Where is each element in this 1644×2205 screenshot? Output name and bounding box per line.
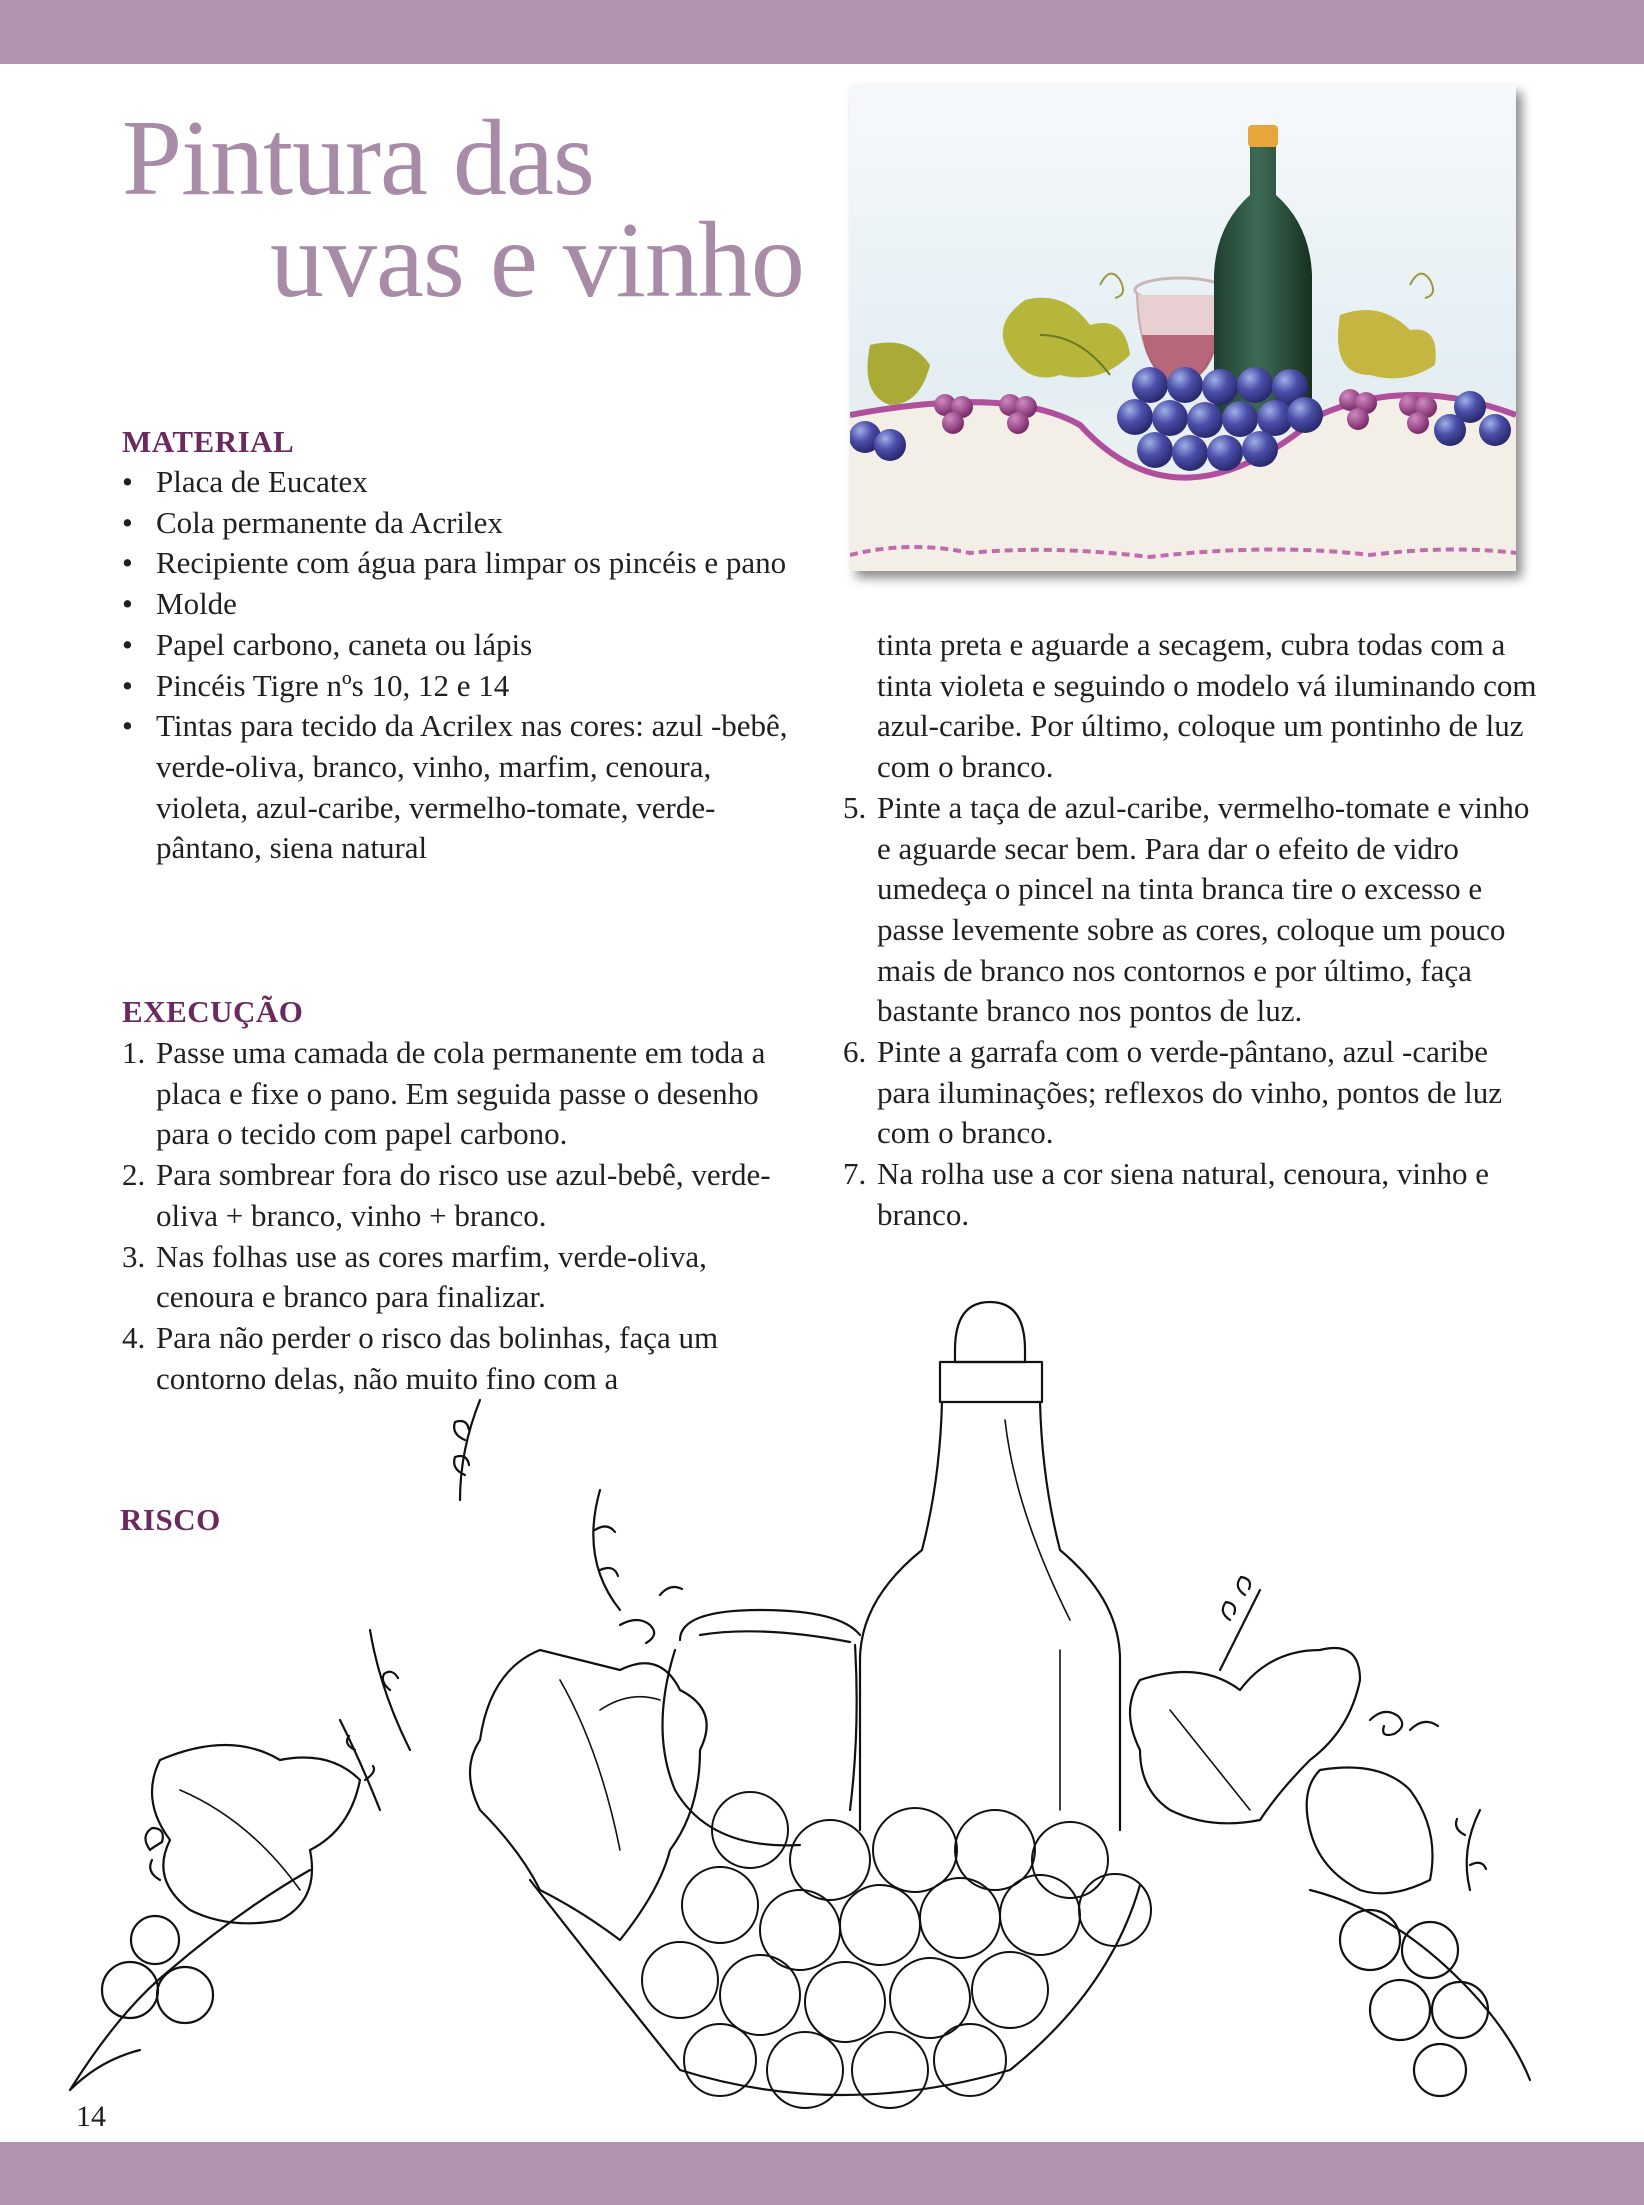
painting-illustration (850, 85, 1516, 571)
execucao-heading: EXECUÇÃO (122, 994, 304, 1029)
title-line-2: uvas e vinho (270, 201, 804, 320)
step-number: 7. (843, 1156, 867, 1192)
grape-cluster (642, 1792, 1151, 2108)
leaf-outline (1307, 1768, 1433, 1894)
material-item: • Cola permanente da Acrilex (122, 503, 802, 544)
material-heading: MATERIAL (122, 424, 295, 459)
title-line-1: Pintura das (122, 99, 594, 218)
step-text: Passe uma camada de cola permanente em toda a placa e fixe o pano. Em seguida passe o desenho para o tecido com papel carbono. (156, 1035, 766, 1152)
step-text: Para não perder o risco das bolinhas, faça um contorno delas, não muito fino com a (156, 1319, 719, 1396)
material-item: • Papel carbono, caneta ou lápis (122, 625, 802, 666)
glass-outline (680, 1610, 860, 1640)
step-text: Nas folhas use as cores marfim, verde-oliva, cenoura e branco para finalizar. (156, 1238, 707, 1315)
material-item: • Recipiente com água para limpar os pincéis e pano (122, 543, 802, 584)
step-text: Para sombrear fora do risco use azul-bebê, verde-oliva + branco, vinho + branco. (156, 1157, 771, 1233)
painting-photo (850, 85, 1516, 571)
bottom-band (0, 2142, 1644, 2205)
pattern-line-drawing (60, 1290, 1580, 2120)
step-number: 2. (122, 1157, 146, 1193)
step-item (843, 788, 1543, 1032)
leaf-outline (152, 1745, 360, 1923)
step-item (122, 1155, 802, 1236)
step-number: 5. (843, 789, 867, 825)
material-item: • Pincéis Tigre nºs 10, 12 e 14 (122, 666, 802, 707)
step-text: Pinte a garrafa com o verde-pântano, azul -caribe para iluminações; reflexos do vinho, pontos de luz com o branco. (877, 1034, 1503, 1151)
step-text: Na rolha use a cor siena natural, cenoura, vinho e branco. (877, 1156, 1489, 1232)
page-number: 14 (76, 2100, 106, 2133)
step-number: 4. (122, 1319, 146, 1355)
leaf-outline (470, 1650, 707, 1940)
step-item (843, 1032, 1543, 1154)
top-band (0, 0, 1644, 64)
leaf-outline (1130, 1648, 1360, 1823)
material-list (122, 462, 802, 869)
step-number: 1. (122, 1035, 146, 1070)
material-item: • Tintas para tecido da Acrilex nas cores: azul -bebê, verde-oliva, branco, vinho, marfim, cenoura, violeta, azul-caribe, vermelho-tomate, verde-pântano, siena natural (122, 706, 802, 869)
step-text: tinta preta e aguarde a secagem, cubra todas com a tinta violeta e seguindo o modelo vá iluminando com azul-caribe. Por último, coloque um pontinho de luz com o branco. (877, 627, 1537, 785)
step-text: Pinte a taça de azul-caribe, vermelho-tomate e vinho e aguarde secar bem. Para dar o efeito de vidro umedeça o pincel na tinta branca tire o excesso e passe levemente sobre as cores, coloque um pouco mais de branco nos contornos e por último, faça bastante branco nos pontos de luz. (877, 789, 1530, 1029)
step-item (122, 1033, 802, 1155)
page-title (122, 99, 804, 320)
steps-list-right (843, 625, 1543, 1236)
material-item: • Molde (122, 584, 802, 625)
step-number: 3. (122, 1238, 146, 1274)
bottle-outline (955, 1302, 1025, 1362)
risco-heading: RISCO (120, 1502, 221, 1537)
step-item (843, 1154, 1543, 1235)
step-4-continued (843, 625, 1543, 788)
material-item: • Placa de Eucatex (122, 462, 802, 503)
step-number: 6. (843, 1034, 867, 1070)
